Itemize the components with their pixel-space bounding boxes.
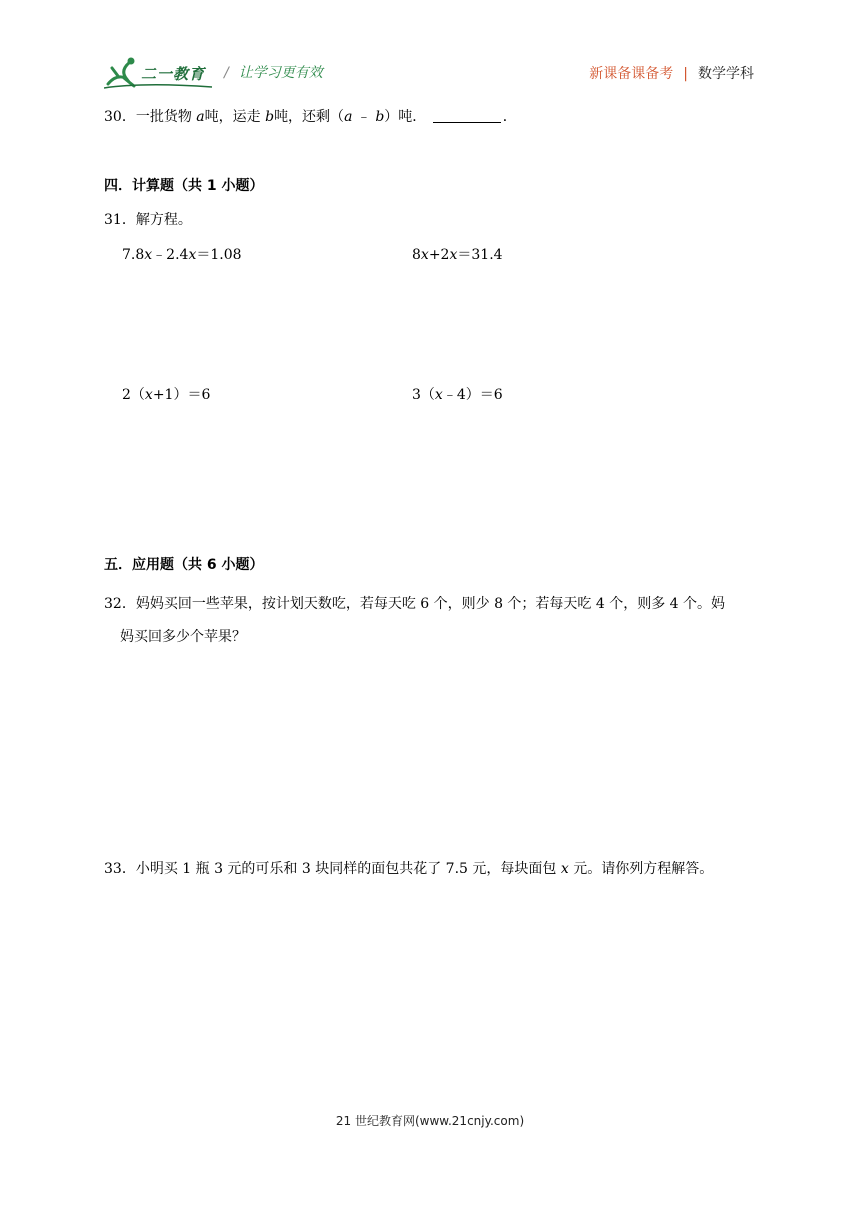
header-right-b: 数学学科 xyxy=(698,66,754,82)
question-31-title: 31．解方程。 xyxy=(104,212,192,228)
header-right: 新课备课备考 | 数学学科 xyxy=(589,66,754,82)
equation-4: 3（x﹣4）＝6 xyxy=(412,387,503,403)
page-header xyxy=(0,0,860,100)
section-5-title: 五．应用题（共 6 小题） xyxy=(104,557,264,573)
slogan: / 让学习更有效 xyxy=(224,65,323,81)
page-footer: 21 世纪教育网(www.21cnjy.com) xyxy=(335,1114,525,1128)
question-32 xyxy=(104,588,764,654)
question-32-line2: 妈买回多少个苹果？ xyxy=(120,629,246,645)
header-right-a: 新课备课备考 xyxy=(589,66,674,82)
logo-text: 二一教育 xyxy=(141,65,206,83)
equation-1: 7.8x﹣2.4x＝1.08 xyxy=(122,247,242,263)
section-4-title: 四．计算题（共 1 小题） xyxy=(104,178,264,194)
slogan-text: 让学习更有效 xyxy=(238,65,323,81)
equation-2: 8x+2x＝31.4 xyxy=(412,247,503,263)
question-33: 33．小明买 1 瓶 3 元的可乐和 3 块同样的面包共花了 7.5 元，每块面包 x 元。请你列方程解答。 xyxy=(104,861,714,877)
question-30: 30．一批货物 a吨，运走 b吨，还剩（a ﹣ b）吨． ． xyxy=(104,109,517,125)
equation-3: 2（x+1）＝6 xyxy=(122,387,211,403)
answer-blank[interactable] xyxy=(433,108,501,123)
question-32-line1: 32．妈妈买回一些苹果，按计划天数吃，若每天吃 6 个，则少 8 个；若每天吃 4 个，则多 4 个。妈 xyxy=(104,596,726,612)
